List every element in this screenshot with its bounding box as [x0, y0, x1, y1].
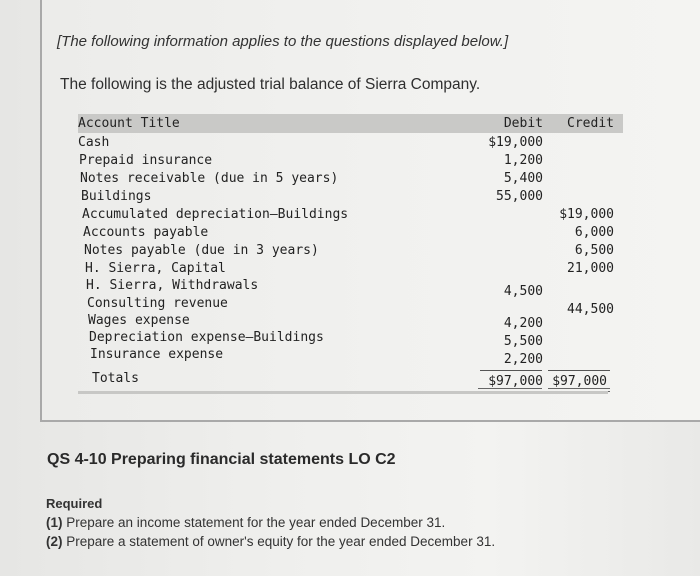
- debit-value: 55,000: [496, 189, 543, 204]
- table-bottom-rule: [78, 391, 608, 394]
- lead-text: The following is the adjusted trial balance of Sierra Company.: [60, 76, 481, 93]
- totals-row: [78, 371, 623, 389]
- account-title: Wages expense: [88, 313, 190, 328]
- requirement-number: (2): [46, 534, 63, 549]
- debit-value: 2,200: [503, 352, 543, 367]
- account-title: H. Sierra, Capital: [85, 261, 226, 276]
- account-title: Insurance expense: [90, 347, 224, 362]
- table-row: [78, 207, 623, 225]
- account-title: Consulting revenue: [87, 296, 228, 311]
- total-credit: $97,000: [552, 374, 607, 389]
- table-row: [78, 189, 623, 207]
- account-title: Prepaid insurance: [79, 153, 213, 168]
- header-debit: Debit: [503, 116, 543, 131]
- account-title: Depreciation expense—Buildings: [89, 330, 324, 345]
- debit-value: 4,500: [503, 284, 543, 299]
- account-title: Accumulated depreciation—Buildings: [82, 207, 349, 222]
- debit-value: 5,500: [503, 334, 543, 349]
- table-row: [78, 243, 623, 261]
- required-label: Required: [46, 496, 103, 511]
- totals-label: Totals: [92, 371, 139, 386]
- account-title: Notes receivable (due in 5 years): [80, 171, 339, 186]
- debit-value: 5,400: [503, 171, 543, 186]
- account-title: Cash: [78, 135, 110, 150]
- account-title: Notes payable (due in 3 years): [84, 243, 319, 258]
- table-row: [78, 278, 623, 299]
- credit-value: 6,000: [574, 225, 614, 240]
- intro-note: [The following information applies to the questions displayed below.]: [57, 33, 509, 50]
- table-row: [78, 135, 623, 153]
- table-row: [78, 313, 623, 331]
- debit-value: 1,200: [503, 153, 543, 168]
- credit-value: 44,500: [567, 302, 614, 317]
- account-title: Accounts payable: [83, 225, 209, 240]
- credit-value: 6,500: [574, 243, 614, 258]
- table-row: [78, 261, 623, 279]
- table-row: [78, 330, 623, 348]
- credit-value: 21,000: [567, 261, 614, 276]
- account-title: H. Sierra, Withdrawals: [86, 278, 259, 293]
- requirement-1: [46, 515, 445, 530]
- table-row: [78, 347, 623, 365]
- header-credit: Credit: [567, 116, 614, 131]
- header-account-title: Account Title: [78, 116, 180, 131]
- table-row: [78, 153, 623, 171]
- table-header-row: [78, 116, 623, 134]
- debit-value: 4,200: [503, 316, 543, 331]
- requirement-number: (1): [46, 515, 63, 530]
- total-debit: $97,000: [488, 374, 543, 389]
- requirement-text: Prepare a statement of owner's equity for the year ended December 31.: [66, 534, 496, 549]
- account-title: Buildings: [81, 189, 152, 204]
- requirement-2: [46, 534, 495, 549]
- table-row: [78, 296, 623, 317]
- table-row: [78, 225, 623, 243]
- table-row: [78, 171, 623, 189]
- question-title: QS 4-10 Preparing financial statements LO C2: [47, 451, 396, 468]
- requirement-text: Prepare an income statement for the year ended December 31.: [66, 515, 446, 530]
- debit-value: $19,000: [488, 135, 543, 150]
- credit-value: $19,000: [559, 207, 614, 222]
